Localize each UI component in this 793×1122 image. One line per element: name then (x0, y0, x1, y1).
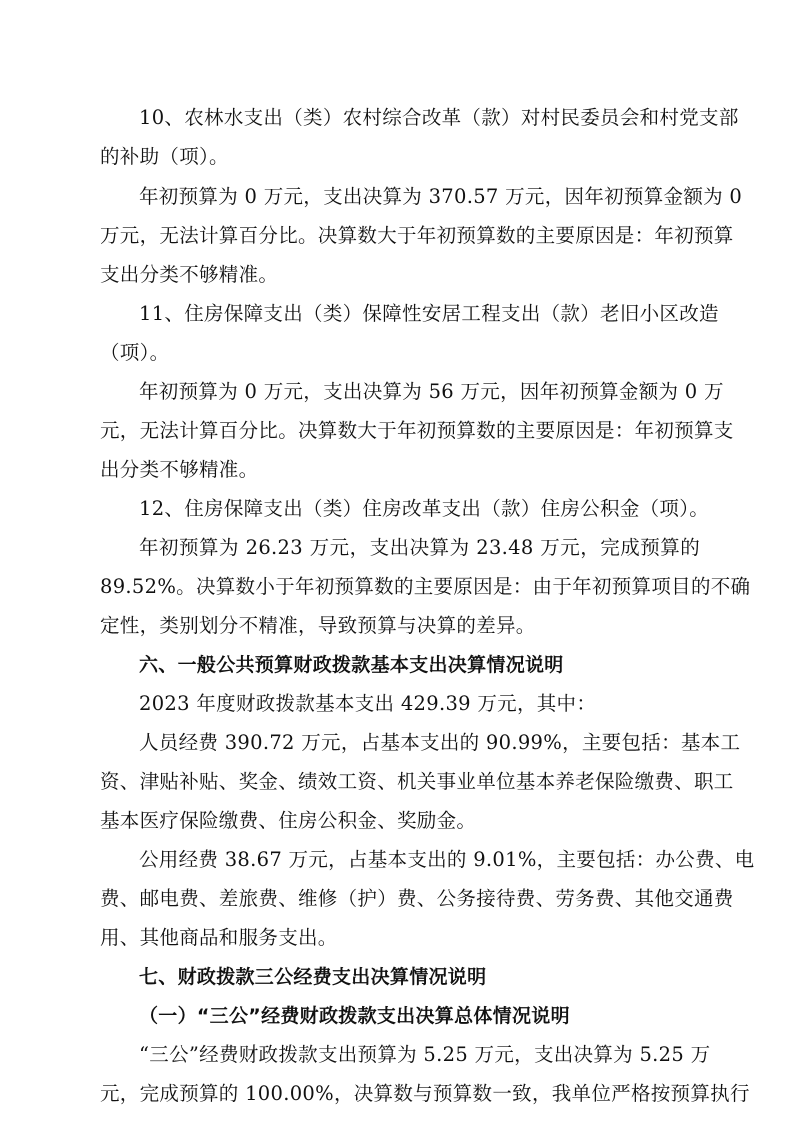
section-7-heading: 七、财政拨款三公经费支出决算情况说明 (139, 966, 487, 988)
item-11-heading-line-2: （项）。 (100, 341, 170, 364)
public-expense-line-2: 费、邮电费、差旅费、维修（护）费、公务接待费、劳务费、其他交通费 (100, 887, 734, 910)
item-12-body-line-3: 定性，类别划分不精准，导致预算与决算的差异。 (100, 614, 536, 637)
item-11-body-line-3: 出分类不够精准。 (100, 458, 259, 481)
personnel-expense-line-1: 人员经费 390.72 万元，占基本支出的 90.99%，主要包括：基本工 (139, 731, 741, 754)
personnel-expense-line-2: 资、津贴补贴、奖金、绩效工资、机关事业单位基本养老保险缴费、职工 (100, 770, 734, 793)
three-public-body-line-1: “三公”经费财政拨款支出预算为 5.25 万元，支出决算为 5.25 万 (139, 1043, 711, 1066)
item-10-heading-line-2: 的补助（项）。 (100, 145, 229, 168)
item-10-body-line-3: 支出分类不够精准。 (100, 263, 279, 286)
item-11-body-line-1: 年初预算为 0 万元，支出决算为 56 万元，因年初预算金额为 0 万 (139, 380, 724, 403)
item-12-heading: 12、住房保障支出（类）住房改革支出（款）住房公积金（项）。 (139, 497, 710, 520)
item-10-body-line-2: 万元，无法计算百分比。决算数大于年初预算数的主要原因是：年初预算 (100, 224, 734, 247)
personnel-expense-line-3: 基本医疗保险缴费、住房公积金、奖励金。 (100, 809, 477, 832)
section-6-total-line: 2023 年度财政拨款基本支出 429.39 万元，其中： (139, 692, 597, 715)
item-10-heading-line-1: 10、农林水支出（类）农村综合改革（款）对村民委员会和村党支部 (139, 106, 739, 129)
public-expense-line-1: 公用经费 38.67 万元，占基本支出的 9.01%，主要包括：办公费、电 (139, 848, 755, 871)
item-11-heading-line-1: 11、住房保障支出（类）保障性安居工程支出（款）老旧小区改造 (139, 302, 719, 325)
section-6-heading: 六、一般公共预算财政拨款基本支出决算情况说明 (139, 654, 564, 676)
item-10-body-line-1: 年初预算为 0 万元，支出决算为 370.57 万元，因年初预算金额为 0 (139, 185, 743, 208)
public-expense-line-3: 用、其他商品和服务支出。 (100, 926, 338, 949)
item-12-body-line-1: 年初预算为 26.23 万元，支出决算为 23.48 万元，完成预算的 (139, 536, 700, 559)
item-11-body-line-2: 元，无法计算百分比。决算数大于年初预算数的主要原因是：年初预算支 (100, 419, 734, 442)
three-public-body-line-2: 元，完成预算的 100.00%，决算数与预算数一致，我单位严格按预算执行 (100, 1082, 750, 1105)
item-12-body-line-2: 89.52%。决算数小于年初预算数的主要原因是：由于年初预算项目的不确 (100, 575, 751, 598)
subsection-1-heading: （一）“三公”经费财政拨款支出决算总体情况说明 (139, 1005, 570, 1027)
